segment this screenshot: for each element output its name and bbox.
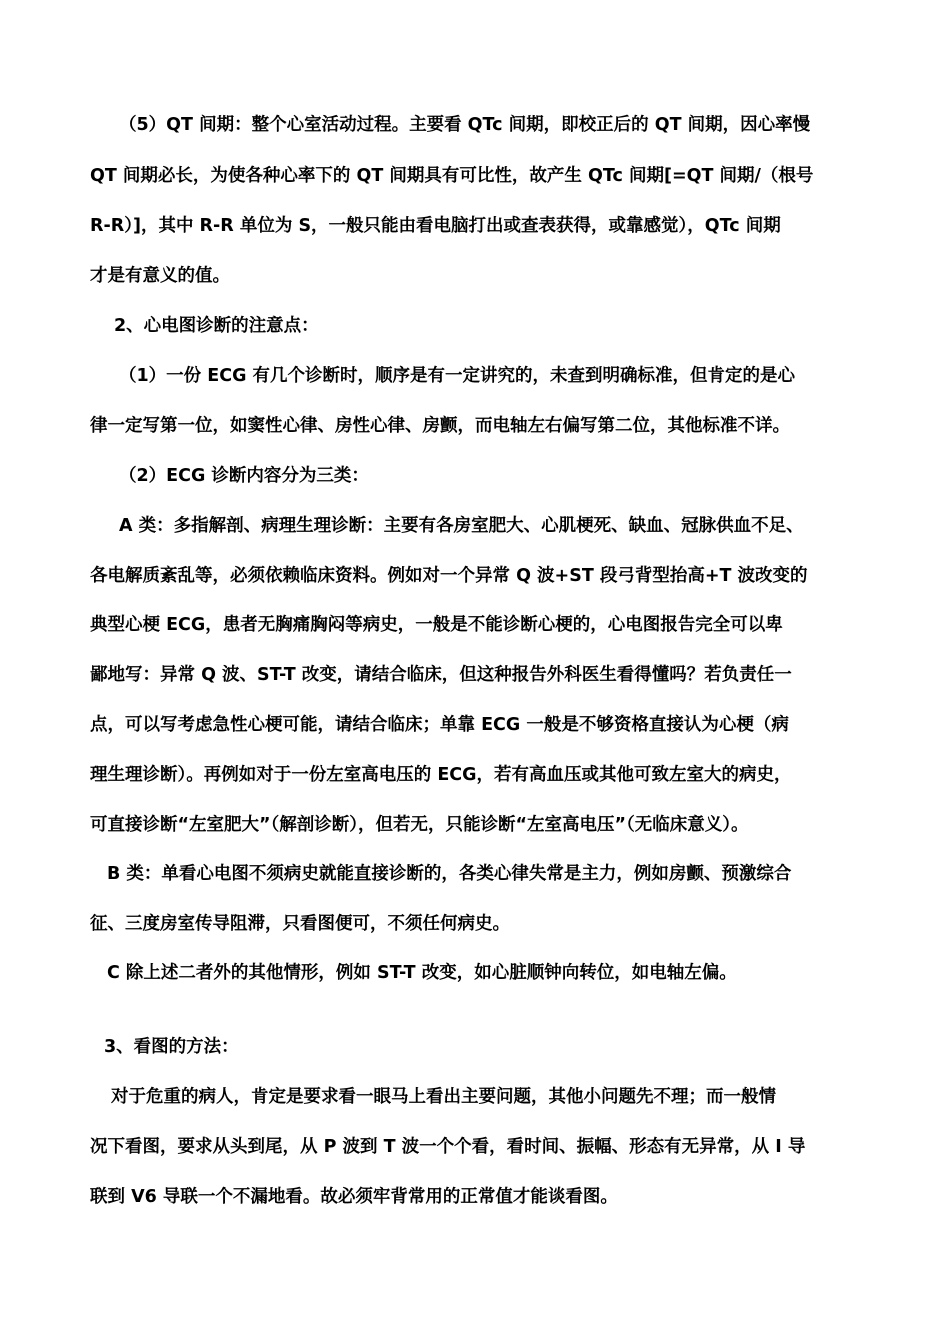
paragraph-category-b-line-1: B 类：单看心电图不须病史就能直接诊断的，各类心律失常是主力，例如房颤、预激综合 xyxy=(107,864,792,884)
paragraph-category-a-line-1: A 类：多指解剖、病理生理诊断：主要有各房室肥大、心肌梗死、缺血、冠脉供血不足、 xyxy=(119,516,804,536)
paragraph-category-a-line-3: 典型心梗 ECG，患者无胸痛胸闷等病史，一般是不能诊断心梗的，心电图报告完全可以卑 xyxy=(90,615,783,635)
section-heading-3: 3、看图的方法： xyxy=(104,1037,239,1057)
paragraph-qt-interval-line-1: （5）QT 间期：整个心室活动过程。主要看 QTc 间期，即校正后的 QT 间期，因心率慢 xyxy=(119,115,811,135)
paragraph-diagnosis-order-line-2: 律一定写第一位，如窦性心律、房性心律、房颤，而电轴左右偏写第二位，其他标准不详。 xyxy=(90,416,790,436)
paragraph-category-a-line-6: 理生理诊断）。再例如对于一份左室高电压的 ECG，若有高血压或其他可致左室大的病史， xyxy=(90,765,792,785)
paragraph-qt-interval-line-4: 才是有意义的值。 xyxy=(90,266,230,286)
paragraph-category-b-line-2: 征、三度房室传导阻滞，只看图便可，不须任何病史。 xyxy=(90,914,510,934)
subheading-diagnosis-categories: （2）ECG 诊断内容分为三类： xyxy=(119,466,369,486)
paragraph-category-a-line-2: 各电解质紊乱等，必须依赖临床资料。例如对一个异常 Q 波+ST 段弓背型抬高+T 波改变的 xyxy=(90,566,808,586)
paragraph-category-a-line-4: 鄙地写：异常 Q 波、ST-T 改变，请结合临床，但这种报告外科医生看得懂吗？若负责任一 xyxy=(90,665,792,685)
paragraph-category-a-line-7: 可直接诊断“左室肥大”（解剖诊断），但若无，只能诊断“左室高电压”（无临床意义）。 xyxy=(90,815,749,835)
paragraph-category-c: C 除上述二者外的其他情形，例如 ST-T 改变，如心脏顺钟向转位，如电轴左偏。 xyxy=(107,963,737,983)
paragraph-reading-method-line-3: 联到 V6 导联一个不漏地看。故必须牢背常用的正常值才能谈看图。 xyxy=(90,1187,618,1207)
paragraph-category-a-line-5: 点，可以写考虑急性心梗可能，请结合临床；单靠 ECG 一般是不够资格直接认为心梗（病 xyxy=(90,715,789,735)
paragraph-diagnosis-order-line-1: （1）一份 ECG 有几个诊断时，顺序是有一定讲究的，未查到明确标准，但肯定的是心 xyxy=(119,366,796,386)
section-heading-2: 2、心电图诊断的注意点： xyxy=(114,316,319,336)
paragraph-qt-interval-line-3: R-R）]，其中 R-R 单位为 S，一般只能由看电脑打出或查表获得，或靠感觉），QTc 间期 xyxy=(90,216,781,236)
paragraph-reading-method-line-2: 况下看图，要求从头到尾，从 P 波到 T 波一个个看，看时间、振幅、形态有无异常，从 I 导 xyxy=(90,1137,806,1157)
paragraph-qt-interval-line-2: QT 间期必长，为使各种心率下的 QT 间期具有可比性，故产生 QTc 间期[=QT 间期/（根号 xyxy=(90,166,814,186)
paragraph-reading-method-line-1: 对于危重的病人，肯定是要求看一眼马上看出主要问题，其他小问题先不理；而一般情 xyxy=(111,1087,776,1107)
